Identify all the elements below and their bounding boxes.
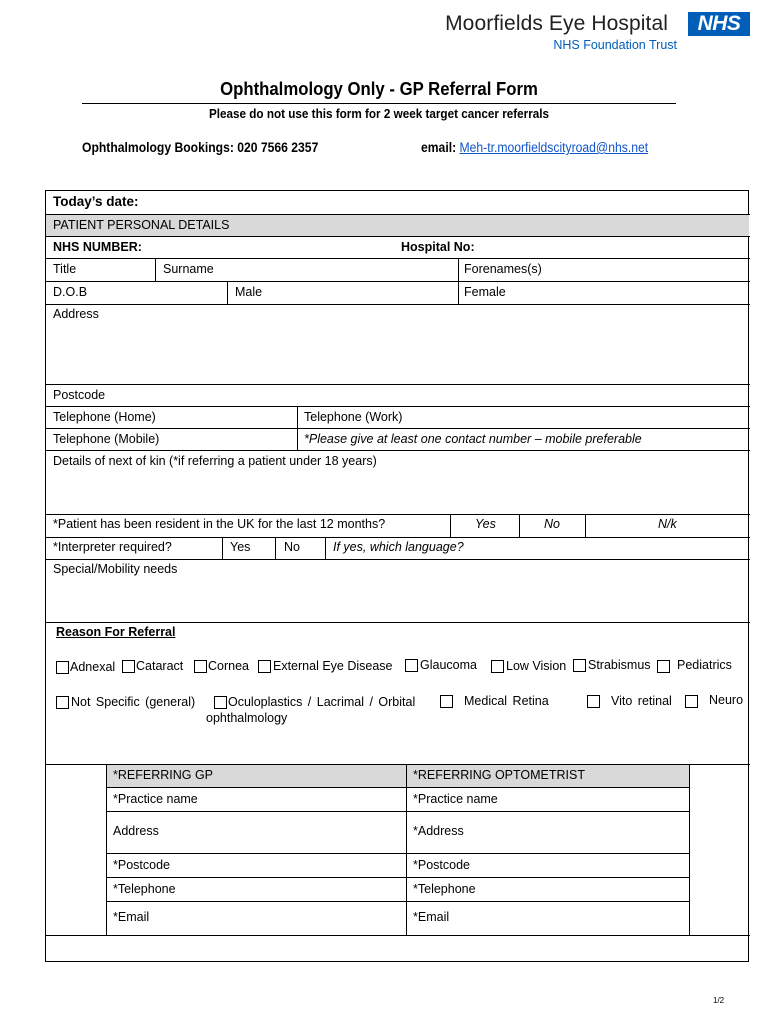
neuro-checkbox[interactable] [685, 695, 698, 708]
bookings-phone: Ophthalmology Bookings: 020 7566 2357 [82, 140, 319, 155]
telephone-mobile-field[interactable]: Telephone (Mobile) [53, 432, 160, 446]
uk-resident-question: *Patient has been resident in the UK for the last 12 months? [53, 517, 386, 531]
todays-date-label: Today’s date: [53, 194, 139, 209]
section-title-patient: PATIENT PERSONAL DETAILS [53, 218, 230, 232]
hospital-name: Moorfields Eye Hospital [445, 12, 668, 35]
optometrist-telephone-field[interactable]: *Telephone [413, 882, 476, 896]
adnexal-checkbox[interactable] [56, 661, 69, 674]
next-of-kin-field[interactable]: Details of next of kin (*if referring a patient under 18 years) [53, 454, 377, 468]
forenames-field[interactable]: Forenames(s) [464, 262, 542, 276]
surname-field[interactable]: Surname [163, 262, 214, 276]
pediatrics-label: Pediatrics [677, 658, 732, 672]
vitreoretinal-label: Vito retinal [611, 694, 672, 708]
not-specific-label: Not Specific (general) [71, 695, 196, 709]
dob-field[interactable]: D.O.B [53, 285, 88, 299]
gp-practice-name-field[interactable]: *Practice name [113, 792, 198, 806]
contact-email [421, 140, 648, 155]
referring-gp-header: *REFERRING GP [113, 768, 214, 782]
external-eye-disease-label: External Eye Disease [273, 659, 393, 673]
interpreter-language-field[interactable]: If yes, which language? [333, 540, 464, 554]
male-field[interactable]: Male [235, 285, 263, 299]
cornea-label: Cornea [208, 659, 249, 673]
nhs-number-label: NHS NUMBER: [53, 240, 142, 254]
title-divider [82, 103, 676, 104]
low-vision-checkbox[interactable] [491, 660, 504, 673]
telephone-work-field[interactable]: Telephone (Work) [304, 410, 403, 424]
oculoplastics-label: Oculoplastics / Lacrimal / Orbital [228, 695, 416, 709]
neuro-label: Neuro [709, 693, 744, 707]
optometrist-email-field[interactable]: *Email [413, 910, 450, 924]
gp-address-field[interactable]: Address [113, 824, 159, 838]
vitreoretinal-checkbox[interactable] [587, 695, 600, 708]
nhs-logo: NHS [688, 12, 750, 36]
medical-retina-checkbox[interactable] [440, 695, 453, 708]
referring-optometrist-header: *REFERRING OPTOMETRIST [413, 768, 586, 782]
strabismus-label: Strabismus [588, 658, 651, 672]
gp-postcode-field[interactable]: *Postcode [113, 858, 170, 872]
cataract-checkbox[interactable] [122, 660, 135, 673]
glaucoma-checkbox[interactable] [405, 659, 418, 672]
reason-for-referral-title: Reason For Referral [56, 625, 176, 639]
optometrist-address-field[interactable]: *Address [413, 824, 464, 838]
uk-resident-nk[interactable]: N/k [658, 517, 677, 531]
telephone-home-field[interactable]: Telephone (Home) [53, 410, 156, 424]
email-link[interactable]: Meh-tr.moorfieldscityroad@nhs.net [459, 140, 649, 155]
hospital-no-label: Hospital No: [401, 240, 475, 254]
pediatrics-checkbox[interactable] [657, 660, 670, 673]
interpreter-yes[interactable]: Yes [230, 540, 251, 554]
strabismus-checkbox[interactable] [573, 659, 586, 672]
glaucoma-label: Glaucoma [420, 658, 477, 672]
not-specific-checkbox[interactable] [56, 696, 69, 709]
uk-resident-yes[interactable]: Yes [475, 517, 496, 531]
optometrist-practice-name-field[interactable]: *Practice name [413, 792, 498, 806]
trust-name: NHS Foundation Trust [553, 38, 677, 52]
email-label: email: [421, 140, 457, 155]
title-field[interactable]: Title [53, 262, 77, 276]
interpreter-no[interactable]: No [284, 540, 300, 554]
uk-resident-no[interactable]: No [544, 517, 560, 531]
form-subtitle: Please do not use this form for 2 week target cancer referrals [208, 106, 550, 121]
medical-retina-label: Medical Retina [464, 694, 549, 708]
female-field[interactable]: Female [464, 285, 506, 299]
gp-telephone-field[interactable]: *Telephone [113, 882, 176, 896]
gp-email-field[interactable]: *Email [113, 910, 150, 924]
oculoplastics-label-cont: ophthalmology [206, 711, 288, 725]
low-vision-label: Low Vision [506, 659, 567, 673]
referral-form [45, 190, 749, 962]
postcode-field[interactable]: Postcode [53, 388, 106, 402]
address-field[interactable]: Address [53, 307, 99, 321]
external-eye-disease-checkbox[interactable] [258, 660, 271, 673]
form-title: Ophthalmology Only - GP Referral Form [220, 79, 538, 99]
cornea-checkbox[interactable] [194, 660, 207, 673]
mobility-needs-field[interactable]: Special/Mobility needs [53, 562, 178, 576]
contact-number-note: *Please give at least one contact number – mobile preferable [304, 432, 642, 446]
optometrist-postcode-field[interactable]: *Postcode [413, 858, 470, 872]
adnexal-label: Adnexal [70, 660, 116, 674]
cataract-label: Cataract [136, 659, 184, 673]
oculoplastics-checkbox[interactable] [214, 696, 227, 709]
page-number: 1/2 [713, 996, 725, 1005]
interpreter-question: *Interpreter required? [53, 540, 172, 554]
